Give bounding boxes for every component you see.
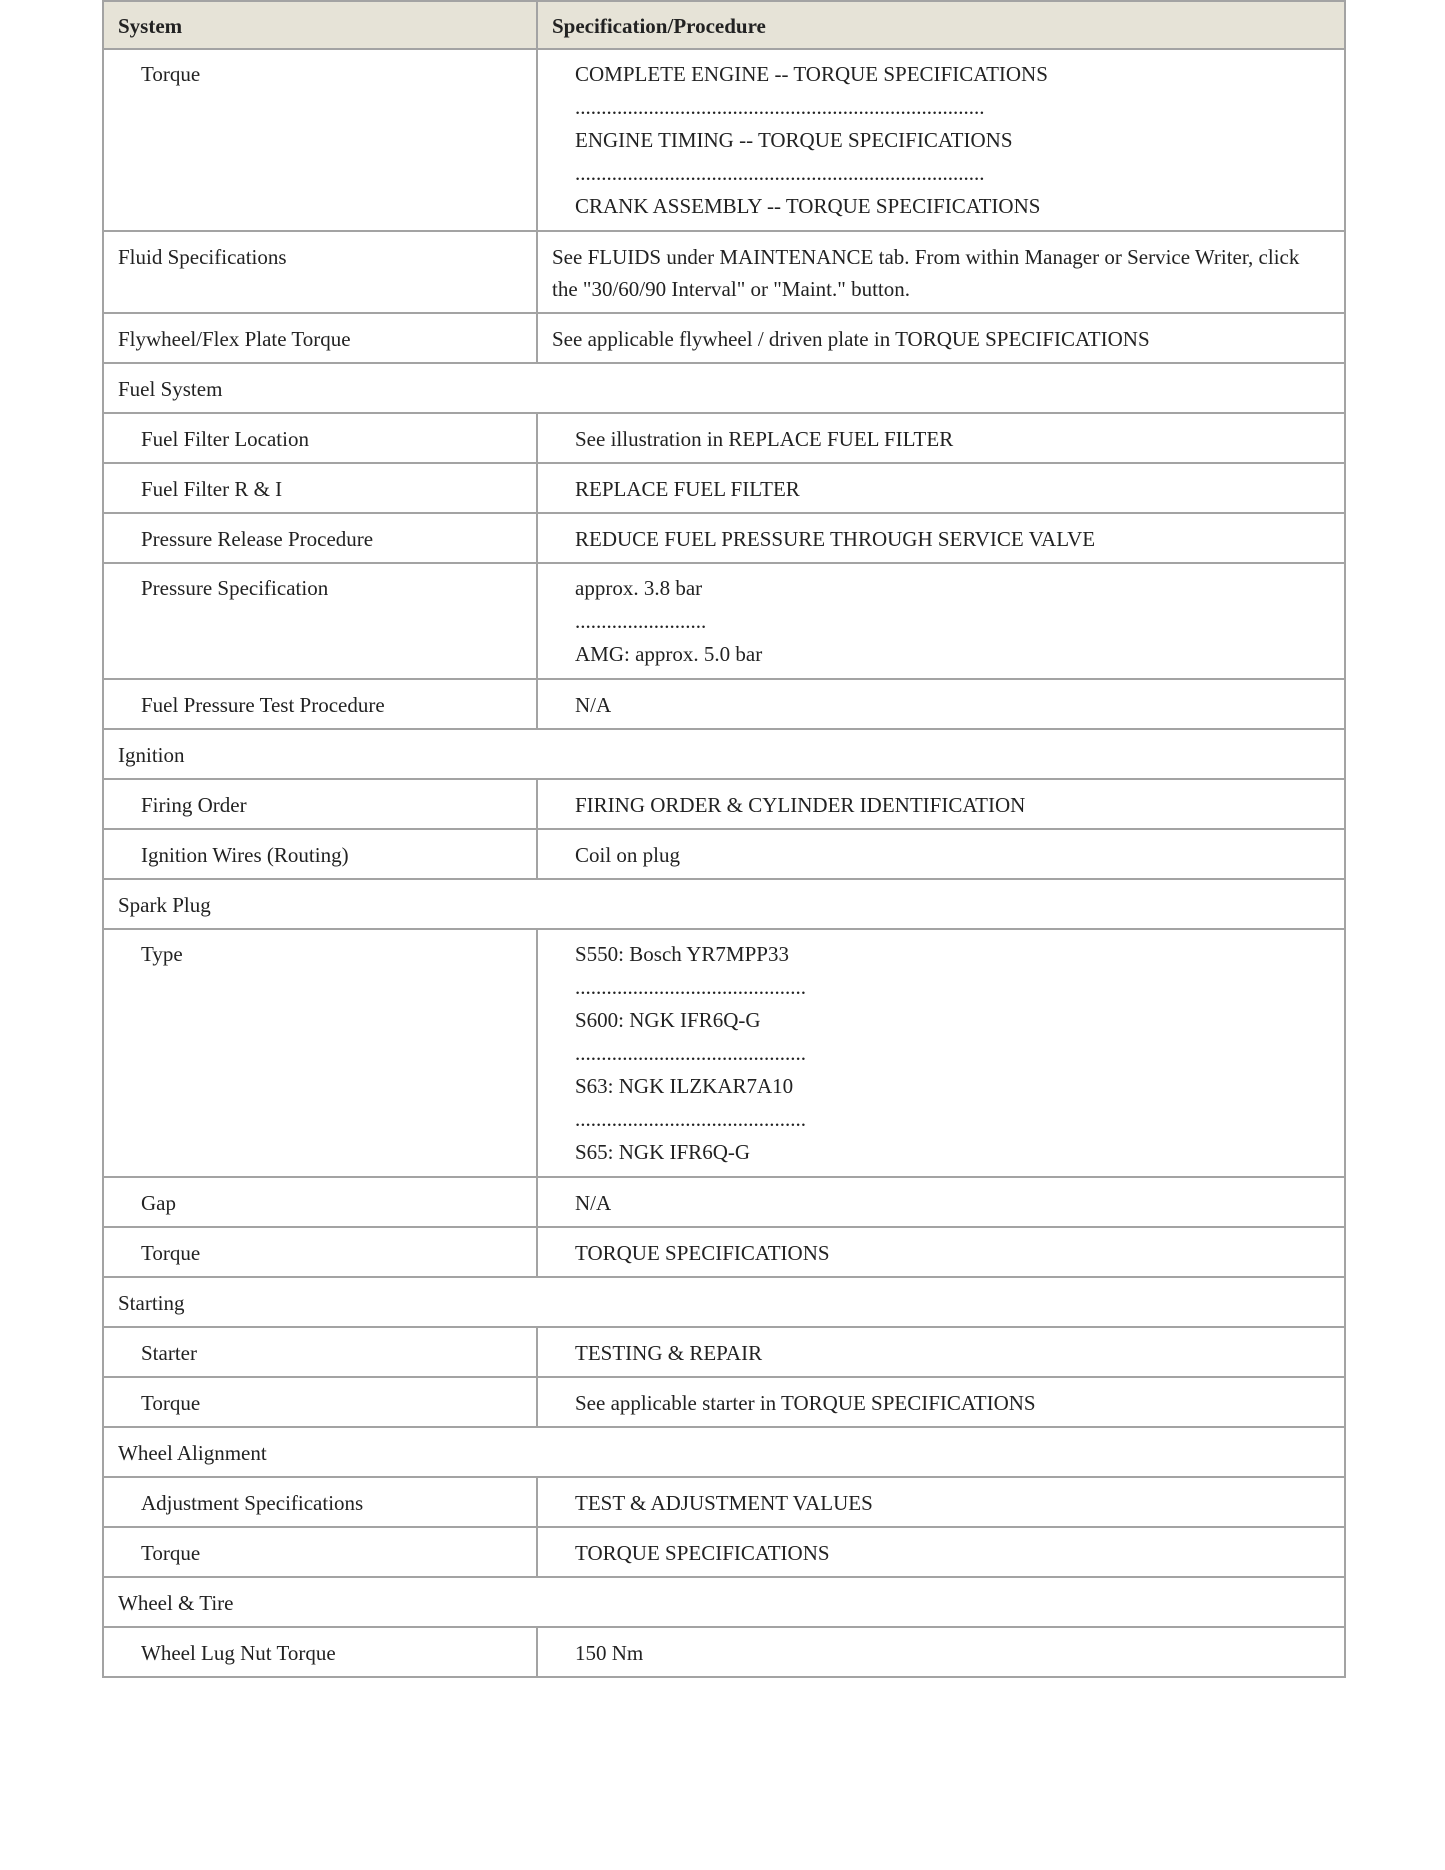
group-heading-starting: Starting [103, 1277, 1345, 1327]
table-row [103, 513, 1345, 563]
table-row [103, 1327, 1345, 1377]
dotted-separator: ............................................ [575, 1107, 806, 1131]
group-row [103, 1427, 1345, 1477]
spec-value-line: S63: NGK ILZKAR7A10 [575, 1074, 794, 1098]
row-label: Fuel Filter R & I [103, 463, 537, 513]
dotted-separator: ............................................ [575, 975, 806, 999]
spec-value-line: S65: NGK IFR6Q-G [575, 1140, 751, 1164]
row-value[interactable]: REDUCE FUEL PRESSURE THROUGH SERVICE VALVE [537, 513, 1345, 563]
row-value[interactable]: TORQUE SPECIFICATIONS [537, 1227, 1345, 1277]
row-label: Ignition Wires (Routing) [103, 829, 537, 879]
spec-link[interactable]: ENGINE TIMING -- TORQUE SPECIFICATIONS [575, 128, 1013, 152]
table-row [103, 929, 1345, 1177]
group-row [103, 363, 1345, 413]
row-label: Type [103, 929, 537, 1177]
dotted-separator: ......................... [575, 609, 707, 633]
group-heading-wheel-tire: Wheel & Tire [103, 1577, 1345, 1627]
row-label: Fuel Pressure Test Procedure [103, 679, 537, 729]
row-label: Flywheel/Flex Plate Torque [103, 313, 537, 363]
spec-value-line: S600: NGK IFR6Q-G [575, 1008, 761, 1032]
row-value[interactable]: See illustration in REPLACE FUEL FILTER [537, 413, 1345, 463]
row-value [537, 929, 1345, 1177]
row-label: Fluid Specifications [103, 231, 537, 313]
header-specification: Specification/Procedure [537, 1, 1345, 49]
table-row [103, 463, 1345, 513]
header-row [103, 1, 1345, 49]
spec-link[interactable]: CRANK ASSEMBLY -- TORQUE SPECIFICATIONS [575, 194, 1041, 218]
table-row [103, 413, 1345, 463]
row-label: Torque [103, 1227, 537, 1277]
dotted-separator: ............................................ [575, 1041, 806, 1065]
row-value[interactable]: FIRING ORDER & CYLINDER IDENTIFICATION [537, 779, 1345, 829]
row-value [537, 563, 1345, 679]
row-value [537, 49, 1345, 231]
row-label: Starter [103, 1327, 537, 1377]
row-label: Torque [103, 1527, 537, 1577]
row-value: See applicable flywheel / driven plate in TORQUE SPECIFICATIONS [537, 313, 1345, 363]
dotted-separator: .............................................................................. [575, 161, 985, 185]
group-row [103, 729, 1345, 779]
dotted-separator: .............................................................................. [575, 95, 985, 119]
table-row [103, 563, 1345, 679]
table-row [103, 1177, 1345, 1227]
row-label: Pressure Release Procedure [103, 513, 537, 563]
table-row [103, 231, 1345, 313]
row-value[interactable]: TEST & ADJUSTMENT VALUES [537, 1477, 1345, 1527]
specification-table [102, 0, 1346, 1678]
row-value[interactable]: TESTING & REPAIR [537, 1327, 1345, 1377]
spec-value-line: AMG: approx. 5.0 bar [575, 642, 763, 666]
table-body [103, 49, 1345, 1677]
group-heading-spark-plug: Spark Plug [103, 879, 1345, 929]
table-row [103, 829, 1345, 879]
group-heading-fuel-system: Fuel System [103, 363, 1345, 413]
spec-link[interactable]: COMPLETE ENGINE -- TORQUE SPECIFICATIONS [575, 62, 1048, 86]
table-header [103, 1, 1345, 49]
row-label: Torque [103, 49, 537, 231]
table-row [103, 1627, 1345, 1677]
row-value [537, 231, 1345, 313]
group-row [103, 1277, 1345, 1327]
header-system: System [103, 1, 537, 49]
table-row [103, 679, 1345, 729]
row-value: N/A [537, 679, 1345, 729]
row-value: N/A [537, 1177, 1345, 1227]
row-label: Gap [103, 1177, 537, 1227]
table-row [103, 313, 1345, 363]
table-row [103, 779, 1345, 829]
group-heading-wheel-alignment: Wheel Alignment [103, 1427, 1345, 1477]
table-row [103, 1377, 1345, 1427]
group-row [103, 1577, 1345, 1627]
row-label: Wheel Lug Nut Torque [103, 1627, 537, 1677]
row-value[interactable]: REPLACE FUEL FILTER [537, 463, 1345, 513]
row-value: Coil on plug [537, 829, 1345, 879]
row-value: 150 Nm [537, 1627, 1345, 1677]
row-label: Firing Order [103, 779, 537, 829]
row-label: Pressure Specification [103, 563, 537, 679]
table-row [103, 1527, 1345, 1577]
row-value[interactable]: See applicable starter in TORQUE SPECIFICATIONS [537, 1377, 1345, 1427]
row-value[interactable]: TORQUE SPECIFICATIONS [537, 1527, 1345, 1577]
row-label: Fuel Filter Location [103, 413, 537, 463]
row-label: Adjustment Specifications [103, 1477, 537, 1527]
table-row [103, 1477, 1345, 1527]
spec-value-line: approx. 3.8 bar [575, 576, 703, 600]
table-row [103, 49, 1345, 231]
group-heading-ignition: Ignition [103, 729, 1345, 779]
group-row [103, 879, 1345, 929]
spec-value-line: S550: Bosch YR7MPP33 [575, 942, 789, 966]
table-row [103, 1227, 1345, 1277]
row-value-text: See FLUIDS under MAINTENANCE tab. From within Manager or Service Writer, click the "30/60/90 Interval" or "Maint." button. [552, 245, 1300, 301]
row-label: Torque [103, 1377, 537, 1427]
